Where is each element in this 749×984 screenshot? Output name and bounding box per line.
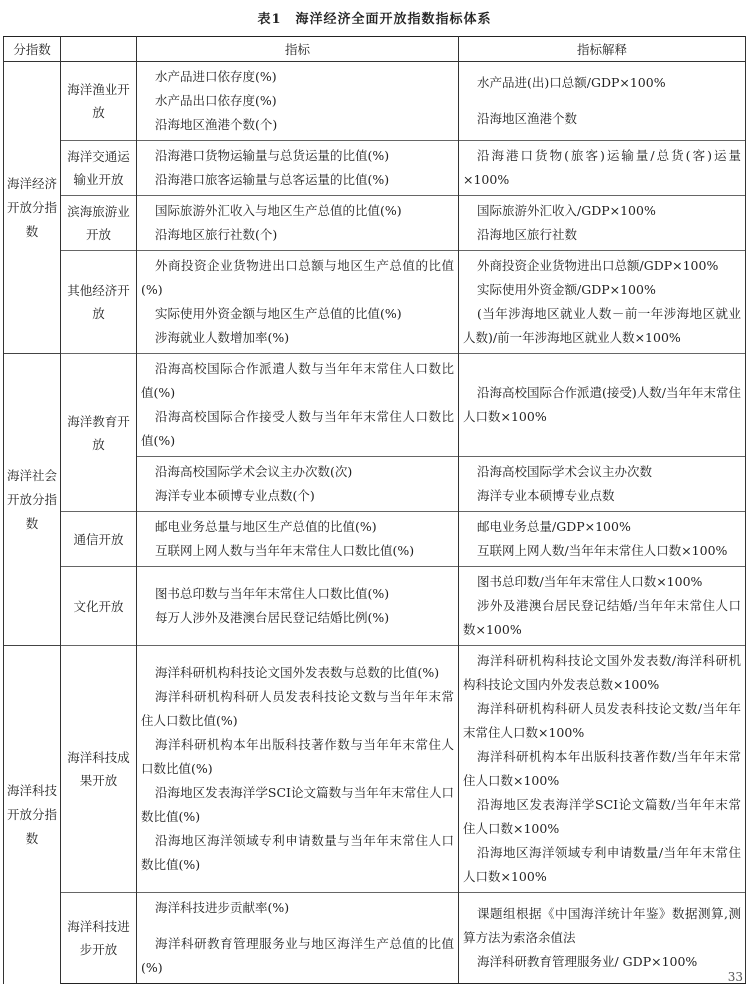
table-row xyxy=(4,893,746,984)
table-row xyxy=(4,141,746,196)
explanation-cell xyxy=(459,354,746,457)
explanation-text: 沿海高校国际学术会议主办次数 xyxy=(477,464,653,479)
sub-index-name: 滨海旅游业开放 xyxy=(61,196,137,251)
explanation-cell xyxy=(459,567,746,646)
indicator-text: 海洋科技进步贡献率(%) xyxy=(155,900,290,915)
sub-index-name: 通信开放 xyxy=(61,512,137,567)
indicator-text: 海洋科研机构本年出版科技著作数与当年年末常住人口数比值(%) xyxy=(141,737,454,776)
sub-index-name: 海洋渔业开放 xyxy=(61,62,137,141)
indicator-cell xyxy=(137,512,459,567)
table-row xyxy=(4,251,746,354)
explanation-cell xyxy=(459,196,746,251)
explanation-text: 沿海地区发表海洋学SCI论文篇数/当年年末常住人口数×100% xyxy=(463,797,741,836)
explanation-text: 实际使用外资金额/GDP×100% xyxy=(477,282,656,297)
table-row xyxy=(4,512,746,567)
explanation-text: 国际旅游外汇收入/GDP×100% xyxy=(477,203,656,218)
explanation-cell xyxy=(459,457,746,512)
header-sub-index: 分指数 xyxy=(4,37,61,62)
indicator-text: 海洋科研教育管理服务业与地区海洋生产总值的比值(%) xyxy=(141,936,454,975)
explanation-text: 海洋科研机构科技论文国外发表数/海洋科研机构科技论文国内外发表总数×100% xyxy=(463,653,741,692)
indicator-text: 沿海高校国际合作派遣人数与当年年末常住人口数比值(%) xyxy=(141,361,454,400)
society-group-name: 海洋社会开放分指数 xyxy=(4,354,61,646)
tech-group-name: 海洋科技开放分指数 xyxy=(4,646,61,984)
sub-index-name: 其他经济开放 xyxy=(61,251,137,354)
sub-index-name: 文化开放 xyxy=(61,567,137,646)
indicator-text: 沿海地区旅行社数(个) xyxy=(155,227,278,242)
indicator-text: 图书总印数与当年年末常住人口数比值(%) xyxy=(155,586,390,601)
explanation-text: 海洋科研教育管理服务业/ GDP×100% xyxy=(477,954,698,969)
table-row xyxy=(4,354,746,457)
indicator-cell xyxy=(137,354,459,457)
explanation-text: 沿海地区旅行社数 xyxy=(477,227,578,242)
indicator-text: 沿海地区发表海洋学SCI论文篇数与当年年末常住人口数比值(%) xyxy=(141,785,454,824)
indicator-text: 沿海港口货物运输量与总货运量的比值(%) xyxy=(155,148,390,163)
sub-index-name: 海洋科技进步开放 xyxy=(61,893,137,984)
spacer xyxy=(141,920,454,932)
indicator-text: 沿海地区渔港个数(个) xyxy=(155,117,278,132)
indicator-text: 涉海就业人数增加率(%) xyxy=(155,330,290,345)
indicator-text: 国际旅游外汇收入与地区生产总值的比值(%) xyxy=(155,203,402,218)
explanation-text: 沿海高校国际合作派遣(接受)人数/当年年末常住人口数×100% xyxy=(463,385,741,424)
indicator-text: 沿海高校国际学术会议主办次数(次) xyxy=(155,464,353,479)
explanation-text: 邮电业务总量/GDP×100% xyxy=(477,519,631,534)
explanation-text: 沿海港口货物(旅客)运输量/总货(客)运量×100% xyxy=(463,148,741,187)
indicator-table xyxy=(3,36,746,984)
indicator-text: 海洋专业本硕博专业点数(个) xyxy=(155,488,315,503)
indicator-text: 沿海地区海洋领域专利申请数量与当年年末常住人口数比值(%) xyxy=(141,833,454,872)
explanation-text: 水产品进(出)口总额/GDP×100% xyxy=(477,75,666,90)
header-blank xyxy=(61,37,137,62)
explanation-text: 海洋专业本硕博专业点数 xyxy=(477,488,615,503)
indicator-text: 海洋科研机构科技论文国外发表数与总数的比值(%) xyxy=(155,665,440,680)
explanation-cell xyxy=(459,141,746,196)
indicator-cell xyxy=(137,62,459,141)
sub-index-name: 海洋教育开放 xyxy=(61,354,137,512)
explanation-text: 互联网上网人数/当年年末常住人口数×100% xyxy=(477,543,728,558)
explanation-text: (当年涉海地区就业人数－前一年涉海地区就业人数)/前一年涉海地区就业人数×100% xyxy=(463,306,741,345)
explanation-cell xyxy=(459,62,746,141)
explanation-cell xyxy=(459,893,746,984)
explanation-text: 沿海地区渔港个数 xyxy=(477,111,578,126)
sub-index-name: 海洋交通运输业开放 xyxy=(61,141,137,196)
indicator-cell xyxy=(137,567,459,646)
explanation-cell xyxy=(459,251,746,354)
spacer xyxy=(463,95,741,107)
indicator-text: 水产品进口依存度(%) xyxy=(155,69,277,84)
explanation-text: 海洋科研机构本年出版科技著作数/当年年末常住人口数×100% xyxy=(463,749,741,788)
economy-group-name: 海洋经济开放分指数 xyxy=(4,62,61,354)
table-caption: 表1 海洋经济全面开放指数指标体系 xyxy=(257,12,492,27)
explanation-text: 外商投资企业货物进出口总额/GDP×100% xyxy=(477,258,719,273)
table-row xyxy=(4,196,746,251)
indicator-cell xyxy=(137,141,459,196)
sub-index-name: 海洋科技成果开放 xyxy=(61,646,137,893)
header-explanation: 指标解释 xyxy=(459,37,746,62)
indicator-cell xyxy=(137,196,459,251)
indicator-text: 外商投资企业货物进出口总额与地区生产总值的比值(%) xyxy=(141,258,454,297)
indicator-text: 水产品出口依存度(%) xyxy=(155,93,277,108)
explanation-cell xyxy=(459,646,746,893)
explanation-cell xyxy=(459,512,746,567)
indicator-cell xyxy=(137,457,459,512)
header-row xyxy=(4,37,746,62)
explanation-text: 图书总印数/当年年末常住人口数×100% xyxy=(477,574,703,589)
explanation-text: 海洋科研机构科研人员发表科技论文数/当年年末常住人口数×100% xyxy=(463,701,741,740)
indicator-text: 沿海港口旅客运输量与总客运量的比值(%) xyxy=(155,172,390,187)
indicator-text: 邮电业务总量与地区生产总值的比值(%) xyxy=(155,519,377,534)
explanation-text: 涉外及港澳台居民登记结婚/当年年末常住人口数×100% xyxy=(463,598,741,637)
indicator-text: 沿海高校国际合作接受人数与当年年末常住人口数比值(%) xyxy=(141,409,454,448)
indicator-cell xyxy=(137,251,459,354)
indicator-text: 实际使用外资金额与地区生产总值的比值(%) xyxy=(155,306,402,321)
explanation-text: 沿海地区海洋领域专利申请数量/当年年末常住人口数×100% xyxy=(463,845,741,884)
indicator-text: 海洋科研机构科研人员发表科技论文数与当年年末常住人口数比值(%) xyxy=(141,689,454,728)
indicator-cell xyxy=(137,646,459,893)
header-indicator: 指标 xyxy=(137,37,459,62)
explanation-text: 课题组根据《中国海洋统计年鉴》数据测算,测算方法为索洛余值法 xyxy=(463,906,741,945)
page-number: 33 xyxy=(727,970,743,984)
indicator-text: 互联网上网人数与当年年末常住人口数比值(%) xyxy=(155,543,415,558)
table-row xyxy=(4,646,746,893)
table-row xyxy=(4,567,746,646)
indicator-cell xyxy=(137,893,459,984)
table-row xyxy=(4,62,746,141)
indicator-text: 每万人涉外及港澳台居民登记结婚比例(%) xyxy=(155,610,390,625)
